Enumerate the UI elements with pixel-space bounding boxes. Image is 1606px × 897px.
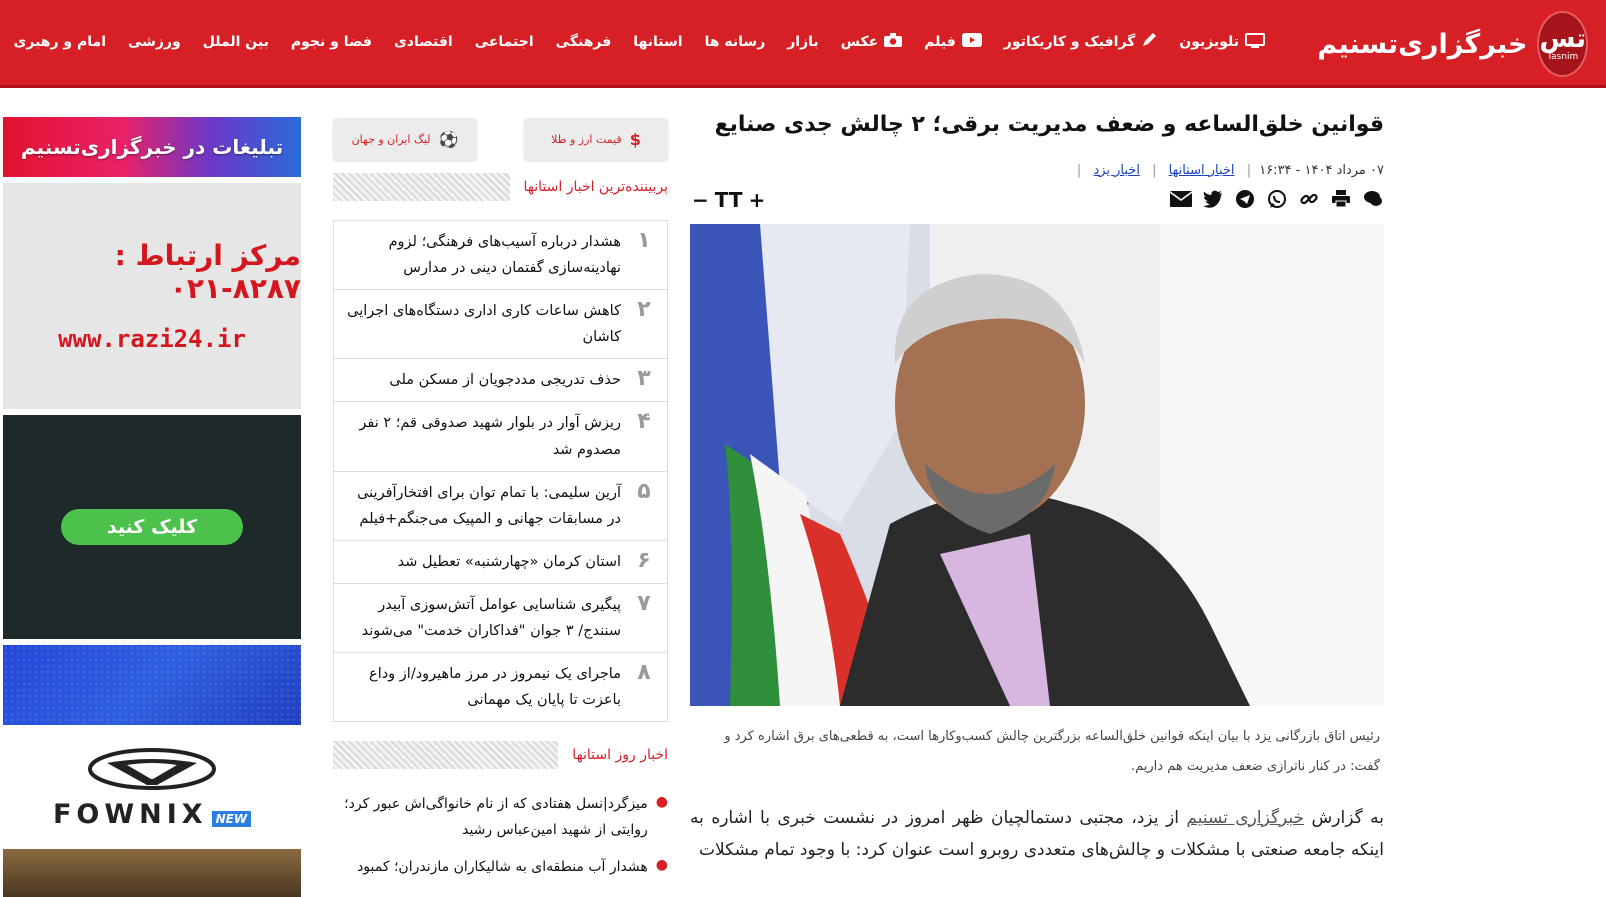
article-meta bbox=[690, 163, 1384, 178]
football-icon: ⚽ bbox=[438, 129, 459, 149]
article-body bbox=[690, 802, 1384, 867]
day-news-list bbox=[333, 788, 668, 888]
day-news-section-header bbox=[333, 740, 668, 770]
article-hero-image bbox=[690, 224, 1384, 706]
ad-fownix[interactable] bbox=[3, 733, 301, 843]
day-news-section-title: اخبار روز استانها bbox=[572, 747, 668, 764]
tag-link-provinces[interactable]: اخبار استانها bbox=[1168, 162, 1235, 178]
nav-item-10[interactable] bbox=[694, 28, 777, 56]
bullet-icon: ● bbox=[655, 856, 668, 873]
popular-news-title: ریزش آوار در بلوار شهید صدوقی قم؛ ۲ نفر مصدوم شد bbox=[359, 415, 621, 458]
popular-news-title: کاهش ساعات کاری اداری دستگاه‌های اجرایی کاشان bbox=[347, 303, 621, 346]
nav-item-4[interactable] bbox=[192, 28, 280, 56]
ad-click-button[interactable]: کلیک کنید bbox=[61, 509, 243, 545]
nav-item-2[interactable] bbox=[3, 28, 117, 56]
nav-item-label: استانها bbox=[633, 34, 683, 50]
article-date: ۰۷ مرداد ۱۴۰۴ - ۱۶:۳۴ bbox=[1259, 162, 1384, 178]
nav-item-label: گرافیک و کاریکاتور bbox=[1003, 34, 1136, 50]
top-navigation-bar bbox=[0, 0, 1606, 88]
nav-item-label: فضا و نجوم bbox=[290, 34, 372, 50]
day-news-title: میزگرد|نسل هفتادی که از نام خانوا‌گی‌اش عبور کرد؛ روایتی از شهید امین‌عباس رشید bbox=[344, 796, 648, 838]
nav-item-label: فرهنگی bbox=[555, 34, 612, 50]
nav-item-5[interactable] bbox=[280, 28, 383, 56]
nav-item-6[interactable] bbox=[383, 28, 464, 56]
popular-news-title: استان کرمان «چهارشنبه» تعطیل شد bbox=[397, 553, 621, 570]
tv-icon bbox=[1245, 33, 1265, 52]
popular-news-item[interactable] bbox=[334, 471, 667, 540]
article-tools bbox=[690, 186, 1384, 216]
popular-news-title: آرین سلیمی: با تمام توان برای افتخارآفرینی در مسابقات جهانی و المپیک می‌جنگم+فیلم bbox=[357, 484, 621, 527]
ad-banner-text: تبلیغات در خبرگزاری‌تسنیم bbox=[20, 135, 284, 159]
ad-dark-click[interactable] bbox=[3, 415, 301, 639]
popular-section-title: پربیننده‌ترین اخبار استانها bbox=[523, 179, 668, 195]
font-size-controls bbox=[692, 188, 765, 212]
nav-item-3[interactable] bbox=[117, 28, 192, 56]
nav-item-label: تلویزیون bbox=[1179, 34, 1239, 50]
whatsapp-icon[interactable] bbox=[1266, 188, 1288, 210]
popular-news-item[interactable] bbox=[334, 289, 667, 358]
fownix-new-badge: NEW bbox=[212, 811, 251, 827]
nav-item-14[interactable] bbox=[993, 26, 1169, 58]
meta-separator: | bbox=[1246, 162, 1252, 178]
league-label: لیگ ایران و جهان bbox=[351, 132, 431, 146]
nav-item-7[interactable] bbox=[464, 28, 545, 56]
fownix-brand-text: FOWNIX bbox=[52, 798, 208, 830]
article-title: قوانین خلق‌الساعه و ضعف مدیریت برقی؛ ۲ چالش جدی صنایع bbox=[714, 112, 1384, 137]
fownix-logo-icon bbox=[87, 747, 217, 791]
nav-item-12[interactable] bbox=[830, 27, 914, 57]
nav-item-13[interactable] bbox=[913, 27, 993, 57]
source-link[interactable]: خبرگزاری تسنیم bbox=[1186, 807, 1305, 828]
camera-icon bbox=[884, 33, 902, 51]
nav-item-label: ورزشی bbox=[128, 34, 181, 50]
telegram-icon[interactable] bbox=[1234, 188, 1256, 210]
article bbox=[690, 110, 1384, 866]
day-news-title: هشدار آب منطقه‌ای به شالیکاران مازندران؛ کمبود bbox=[357, 858, 648, 875]
quick-buttons bbox=[333, 118, 668, 160]
meta-separator: | bbox=[1152, 162, 1157, 178]
day-news-item[interactable] bbox=[333, 851, 668, 888]
nav-item-label: بین الملل bbox=[202, 34, 269, 50]
nav-item-11[interactable] bbox=[776, 28, 829, 56]
font-size-icon: TT bbox=[714, 187, 743, 212]
popular-news-rank: ۵ bbox=[637, 478, 651, 504]
ad-banner-tasnim[interactable] bbox=[3, 117, 301, 177]
popular-news-item[interactable] bbox=[334, 583, 667, 652]
ad-razi-site: www.razi24.ir bbox=[58, 325, 246, 353]
logo-mark-glyph: تس bbox=[1539, 23, 1586, 54]
popular-news-title: هشدار درباره آسیب‌های فرهنگی؛ لزوم نهادینه‌سازی گفتمان دینی در مدارس bbox=[388, 234, 621, 277]
link-icon[interactable] bbox=[1298, 188, 1320, 210]
popular-news-rank: ۱ bbox=[637, 228, 651, 253]
bullet-icon: ● bbox=[655, 794, 668, 811]
body-lead: به گزارش bbox=[1304, 807, 1385, 828]
popular-news-item[interactable] bbox=[334, 540, 667, 583]
popular-news-rank: ۳ bbox=[637, 366, 651, 392]
popular-news-rank: ۸ bbox=[637, 660, 651, 686]
popular-news-list bbox=[333, 220, 668, 722]
day-news-item[interactable] bbox=[333, 788, 668, 850]
header-pattern bbox=[333, 173, 510, 201]
pen-icon bbox=[1141, 32, 1157, 52]
header-pattern bbox=[333, 741, 558, 769]
nav-item-label: امام و رهبری bbox=[13, 34, 106, 50]
nav-item-1[interactable] bbox=[0, 28, 3, 56]
logo-text: خبرگزاری‌تسنیم bbox=[1317, 28, 1528, 60]
ad-razi24[interactable] bbox=[3, 183, 301, 409]
dollar-icon: $ bbox=[629, 129, 641, 149]
currency-gold-label: قیمت ارز و طلا bbox=[551, 132, 622, 146]
fownix-brand bbox=[53, 799, 251, 830]
popular-news-item[interactable] bbox=[334, 401, 667, 470]
popular-news-item[interactable] bbox=[334, 358, 667, 401]
nav-item-label: اقتصادی bbox=[393, 34, 453, 50]
nav-item-label: اجتماعی bbox=[474, 34, 534, 50]
nav-item-label: بازار bbox=[787, 34, 819, 50]
site-logo[interactable] bbox=[1318, 10, 1588, 78]
popular-news-title: ماجرای یک نیمروز در مرز ماهیرود/از وداع باعزت تا پایان یک مهمانی bbox=[369, 666, 621, 709]
popular-section-header bbox=[333, 172, 668, 202]
font-increase-button[interactable]: + bbox=[748, 187, 766, 212]
tag-link-yazd[interactable]: اخبار یزد bbox=[1093, 162, 1140, 178]
ad-blue-map[interactable] bbox=[3, 645, 301, 725]
nav-item-15[interactable] bbox=[1168, 27, 1276, 58]
nav-item-label: عکس bbox=[840, 34, 879, 50]
currency-gold-button[interactable] bbox=[524, 118, 668, 160]
image-caption: رئیس اتاق بازرگانی یزد با بیان اینکه قوانین خلق‌الساعه بزرگترین چالش کسب‌وکارها است، به قطعی‌های برق اشاره کرد و گفت: در کنار ناترازی ضعف مدیریت هم داریم. bbox=[724, 728, 1380, 774]
print-icon[interactable] bbox=[1330, 188, 1352, 210]
ad-bottom-image[interactable] bbox=[3, 849, 301, 897]
logo-mark-icon bbox=[1537, 11, 1588, 77]
nav-item-label: فیلم bbox=[924, 34, 956, 50]
main-nav bbox=[0, 26, 1276, 58]
world-map-pattern bbox=[3, 645, 301, 725]
popular-news-title: حذف تدریجی مددجویان از مسکن ملی bbox=[389, 372, 621, 389]
sidebar-middle bbox=[333, 118, 668, 888]
popular-news-title: پیگیری شناسایی عوامل آتش‌سوزی آبیدر سنندج/ ۳ جوان "فداکاران خدمت" می‌شوند bbox=[361, 596, 621, 640]
share-bar bbox=[1170, 188, 1384, 210]
ads-column bbox=[3, 117, 301, 897]
popular-news-item[interactable] bbox=[334, 652, 667, 721]
comment-icon[interactable] bbox=[1362, 188, 1384, 210]
nav-item-9[interactable] bbox=[622, 28, 693, 56]
popular-news-rank: ۷ bbox=[637, 590, 651, 616]
meta-separator: | bbox=[1076, 162, 1082, 178]
ad-razi-phone: مرکز ارتباط : ۸۲۸۷-۰۲۱ bbox=[114, 239, 301, 305]
popular-news-rank: ۴ bbox=[637, 409, 651, 435]
body-rest: از یزد، مجتبی دستمالچیان ظهر امروز در نشست خبری با اشاره به اینکه جامعه صنعتی با مشکلات و چالش‌های متعددی روبرو است عنوان کرد: با وجود تمام مشکلات bbox=[690, 807, 1384, 860]
popular-news-rank: ۶ bbox=[637, 547, 651, 573]
popular-news-item[interactable] bbox=[334, 220, 667, 289]
font-decrease-button[interactable]: − bbox=[692, 187, 709, 212]
popular-news-rank: ۲ bbox=[637, 297, 651, 323]
video-icon bbox=[962, 33, 982, 51]
nav-item-8[interactable] bbox=[545, 28, 623, 56]
nav-item-label: رسانه ها bbox=[704, 34, 766, 50]
logo-mark-sub: Tasnim bbox=[1547, 52, 1579, 63]
league-button[interactable] bbox=[333, 118, 477, 160]
twitter-icon[interactable] bbox=[1202, 188, 1224, 210]
email-icon[interactable] bbox=[1170, 188, 1192, 210]
